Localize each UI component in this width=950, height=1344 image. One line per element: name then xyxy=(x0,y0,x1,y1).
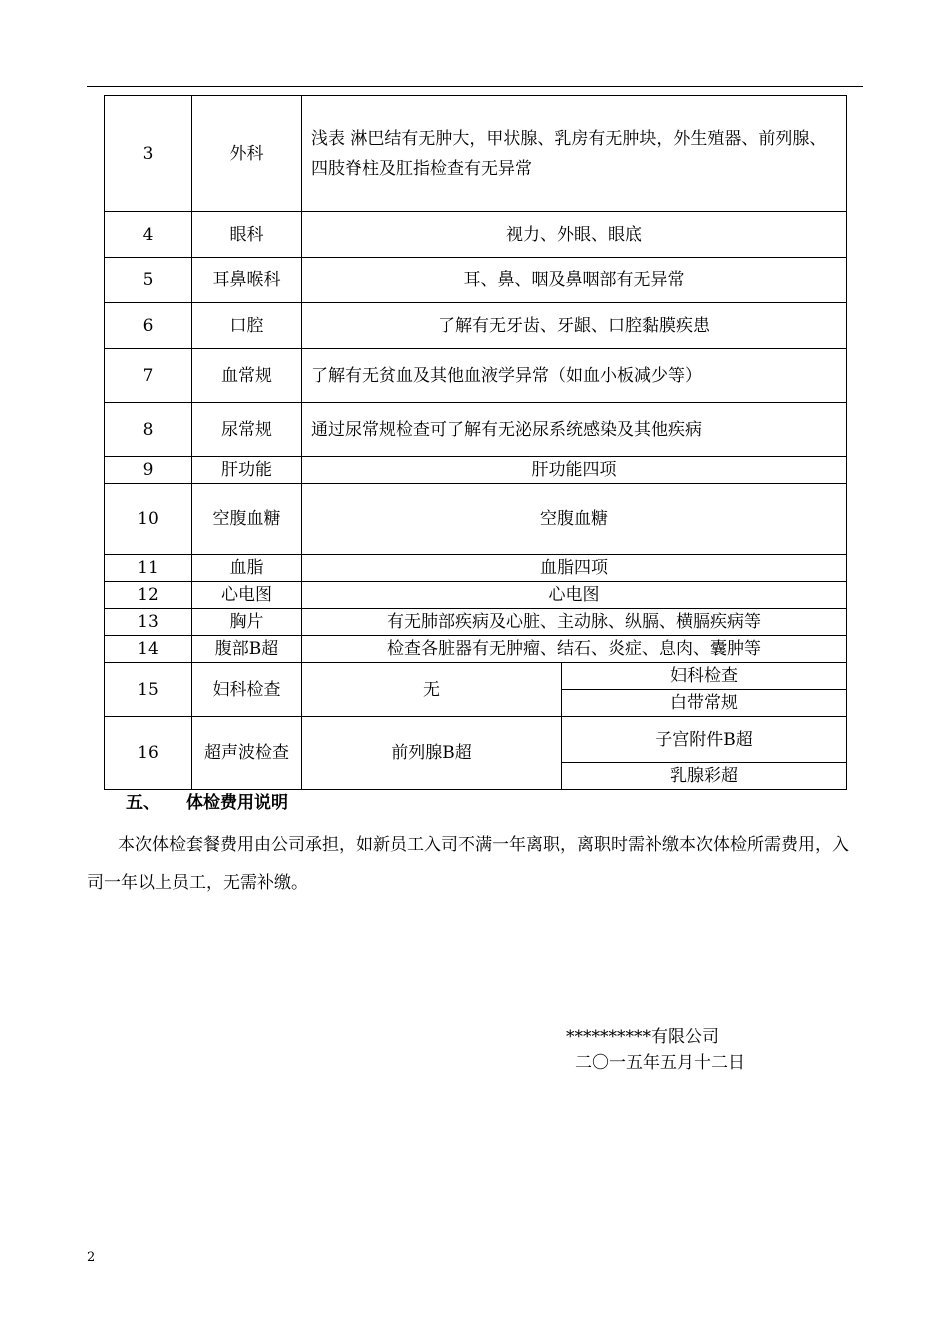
female-exam-content: 妇科检查 xyxy=(562,663,847,690)
cost-note-paragraph: 本次体检套餐费用由公司承担，如新员工入司不满一年离职，离职时需补缴本次体检所需费用，入司一年以上员工，无需补缴。 xyxy=(87,835,849,893)
exam-item: 胸片 xyxy=(192,609,302,636)
exam-content: 视力、外眼、眼底 xyxy=(302,212,847,258)
row-number: 10 xyxy=(105,484,192,555)
table-row xyxy=(105,663,847,690)
exam-content: 检查各脏器有无肿瘤、结石、炎症、息肉、囊肿等 xyxy=(302,636,847,663)
table-row xyxy=(105,96,847,212)
exam-item: 妇科检查 xyxy=(192,663,302,717)
table-row xyxy=(105,717,847,763)
exam-item: 超声波检查 xyxy=(192,717,302,790)
row-number: 4 xyxy=(105,212,192,258)
exam-item: 口腔 xyxy=(192,303,302,349)
exam-content: 心电图 xyxy=(302,582,847,609)
exam-item: 肝功能 xyxy=(192,457,302,484)
row-number: 15 xyxy=(105,663,192,717)
header-rule xyxy=(87,86,863,87)
section-heading xyxy=(126,788,288,813)
company-signature: **********有限公司 xyxy=(566,1027,719,1047)
exam-item: 外科 xyxy=(192,96,302,212)
row-number: 6 xyxy=(105,303,192,349)
table-row xyxy=(105,636,847,663)
page-number: 2 xyxy=(87,1250,96,1265)
section-title: 体检费用说明 xyxy=(186,793,288,813)
table-row xyxy=(105,349,847,403)
row-number: 7 xyxy=(105,349,192,403)
table-row xyxy=(105,403,847,457)
table-row xyxy=(105,555,847,582)
row-number: 16 xyxy=(105,717,192,790)
exam-item: 空腹血糖 xyxy=(192,484,302,555)
section-number: 五、 xyxy=(126,793,160,813)
exam-item: 血脂 xyxy=(192,555,302,582)
exam-content: 了解有无贫血及其他血液学异常（如血小板减少等） xyxy=(302,349,847,403)
female-exam-content: 乳腺彩超 xyxy=(562,763,847,790)
row-number: 12 xyxy=(105,582,192,609)
exam-content: 血脂四项 xyxy=(302,555,847,582)
row-number: 5 xyxy=(105,258,192,303)
row-number: 9 xyxy=(105,457,192,484)
table-row xyxy=(105,457,847,484)
exam-content: 浅表 淋巴结有无肿大，甲状腺、乳房有无肿块，外生殖器、前列腺、四肢脊柱及肛指检查有无异常 xyxy=(302,96,847,212)
table-row xyxy=(105,303,847,349)
exam-item: 眼科 xyxy=(192,212,302,258)
exam-item: 尿常规 xyxy=(192,403,302,457)
exam-item: 心电图 xyxy=(192,582,302,609)
exam-content: 空腹血糖 xyxy=(302,484,847,555)
exam-content: 肝功能四项 xyxy=(302,457,847,484)
exam-item: 腹部B超 xyxy=(192,636,302,663)
signature-date: 二〇一五年五月十二日 xyxy=(575,1053,745,1073)
male-exam-content: 无 xyxy=(302,663,562,717)
female-exam-content: 白带常规 xyxy=(562,690,847,717)
row-number: 13 xyxy=(105,609,192,636)
table-row xyxy=(105,212,847,258)
male-exam-content: 前列腺B超 xyxy=(302,717,562,790)
exam-content: 有无肺部疾病及心脏、主动脉、纵膈、横膈疾病等 xyxy=(302,609,847,636)
row-number: 11 xyxy=(105,555,192,582)
row-number: 14 xyxy=(105,636,192,663)
table-row xyxy=(105,484,847,555)
table-row xyxy=(105,582,847,609)
exam-item: 血常规 xyxy=(192,349,302,403)
exam-content: 了解有无牙齿、牙龈、口腔黏膜疾患 xyxy=(302,303,847,349)
exam-content: 耳、鼻、咽及鼻咽部有无异常 xyxy=(302,258,847,303)
row-number: 8 xyxy=(105,403,192,457)
female-exam-content: 子宫附件B超 xyxy=(562,717,847,763)
exam-content: 通过尿常规检查可了解有无泌尿系统感染及其他疾病 xyxy=(302,403,847,457)
exam-item: 耳鼻喉科 xyxy=(192,258,302,303)
table-row xyxy=(105,258,847,303)
exam-items-table xyxy=(104,95,847,790)
table-row xyxy=(105,609,847,636)
row-number: 3 xyxy=(105,96,192,212)
